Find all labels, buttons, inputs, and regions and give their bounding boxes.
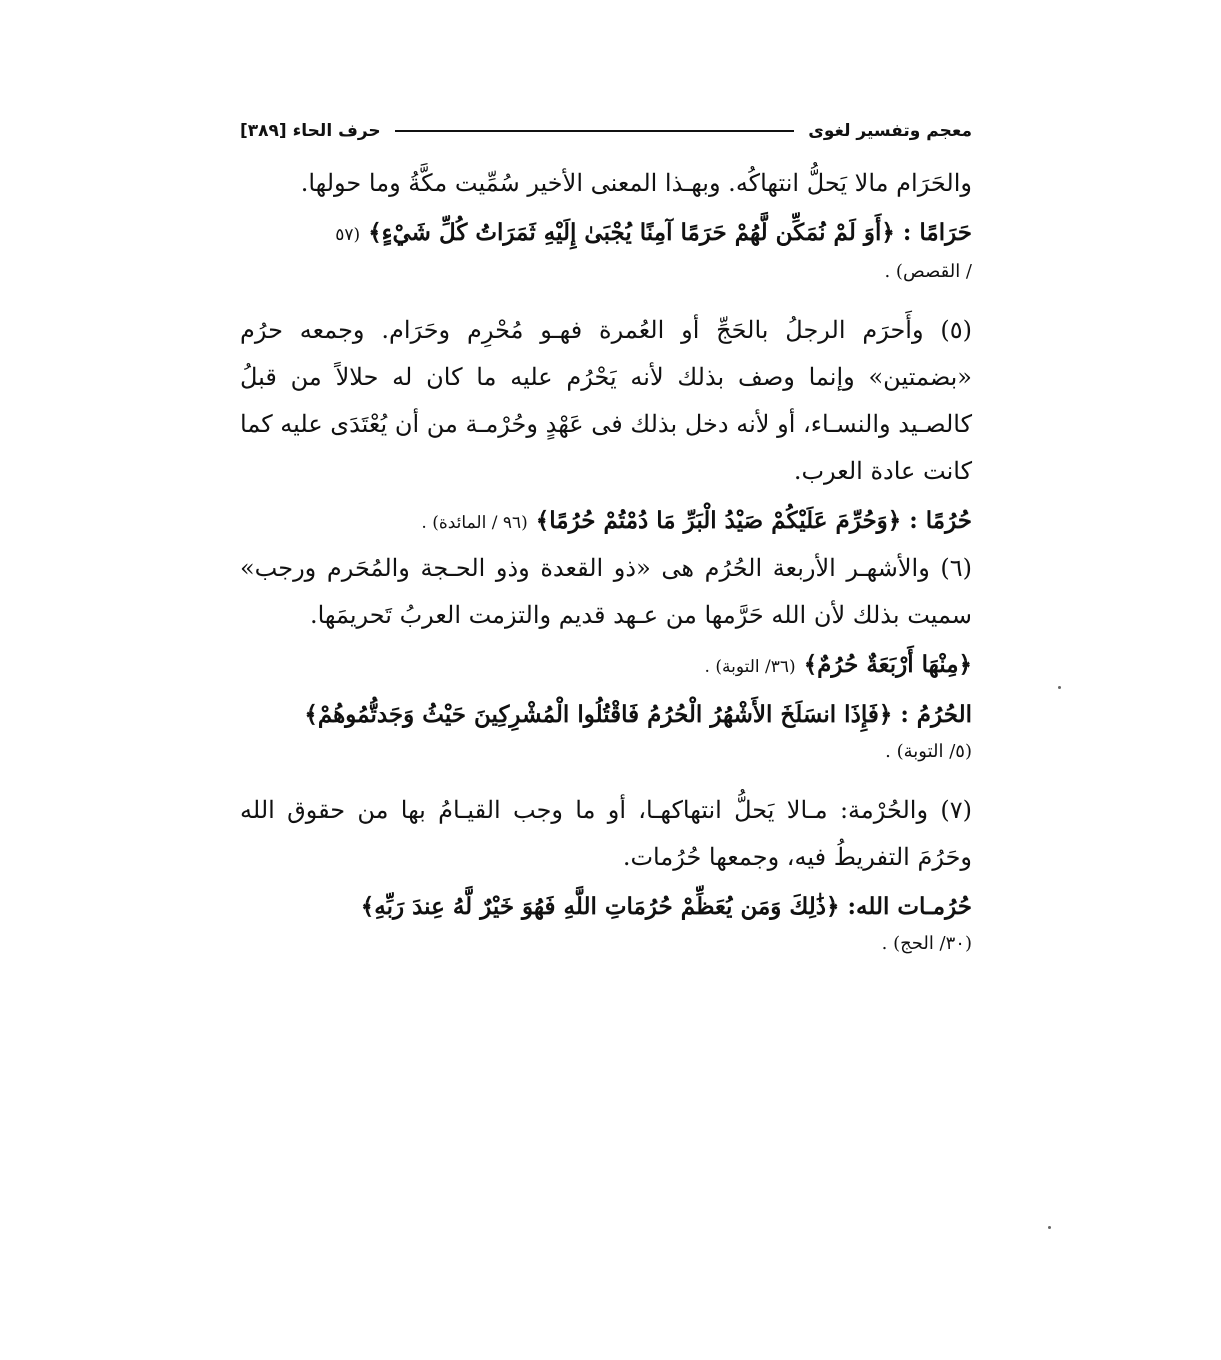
paragraph-ihram: (٥) وأَحرَم الرجلُ بالحَجِّ أو العُمرة فهـو مُحْرِم وحَرَام. وجمعه حرُم «بضمتين» وإنما وصف بذلك لأنه يَحْرُم عليه ما كان له حلالاً من قبلُ كالصـيد والنسـاء، أو لأنه دخل بذلك فى عَهْدٍ وحُرْمـة من أن يُعْتَدَى عليه كما كانت عادة العرب. xyxy=(240,316,972,485)
quote-hurumat-allah xyxy=(240,885,972,929)
scan-speck xyxy=(1058,686,1061,689)
verse-reference-line: / القصص) . xyxy=(884,261,972,282)
book-title: معجم وتفسير لغوى xyxy=(808,121,972,141)
page xyxy=(240,116,972,965)
quote-term: حُرُمـات الله: xyxy=(847,893,972,920)
verse-reference: (٩٦ / المائدة) . xyxy=(421,513,528,533)
quran-verse: ﴿أَوَ لَمْ نُمَكِّن لَّهُمْ حَرَمًا آمِنًا يُجْبَىٰ إِلَيْهِ ثَمَرَاتُ كُلِّ شَيْءٍ﴾ xyxy=(368,219,895,246)
verse-reference-line: (٥/ التوبة) . xyxy=(885,741,972,762)
verse-reference: (٣٦/ التوبة) . xyxy=(704,657,796,677)
verse-reference-line: (٣٠/ الحج) . xyxy=(881,933,972,954)
section-page-number: حرف الحاء [٣٨٩] xyxy=(240,121,381,141)
quran-verse: ﴿وَحُرِّمَ عَلَيْكُمْ صَيْدُ الْبَرِّ مَا دُمْتُمْ حُرُمًا﴾ xyxy=(535,507,902,534)
quote-term: الحُرُمُ : xyxy=(900,701,972,728)
quote-term: حَرَامًا : xyxy=(902,219,972,246)
scan-speck xyxy=(1048,1226,1051,1229)
quran-verse: ﴿فَإِذَا انسَلَخَ الأَشْهُرُ الْحُرُمُ فَاقْتُلُوا الْمُشْرِكِينَ حَيْثُ وَجَدتُّمُوهُمْ﴾ xyxy=(304,701,893,728)
quote-term: حُرُمًا : xyxy=(909,507,972,534)
paragraph-sacred-months: (٦) والأشهـر الأربعة الحُرُم هى «ذو القعدة وذو الحـجة والمُحَرم ورجب» سميت بذلك لأن الله حَرَّمها من عـهد قديم والتزمت العربُ تَحريمَها. xyxy=(240,554,972,629)
quote-hurum xyxy=(240,499,972,545)
quran-verse: ﴿مِنْهَا أَرْبَعَةٌ حُرُمٌ﴾ xyxy=(803,651,972,678)
verse-reference: (٥٧ xyxy=(335,225,361,245)
quote-arbaa-hurum xyxy=(240,643,972,689)
header-rule xyxy=(395,130,795,132)
quran-verse: ﴿ذَٰلِكَ وَمَن يُعَظِّمْ حُرُمَاتِ اللَّهِ فَهُوَ خَيْرٌ لَّهُ عِندَ رَبِّهِ﴾ xyxy=(360,893,840,920)
running-header xyxy=(240,116,972,146)
paragraph-haram-definition: والحَرَام مالا يَحلُّ انتهاكُه. وبهـذا المعنى الأخير سُمِّيت مكَّةُ وما حولها. xyxy=(300,169,972,197)
quote-al-hurum xyxy=(240,693,972,737)
paragraph-hurma: (٧) والحُرْمة: مـالا يَحلُّ انتهاكهـا، أو ما وجب القيـامُ بها من حقوق الله وحَرُمَ التفريطُ فيه، وجمعها حُرُمات. xyxy=(240,796,972,871)
quote-haraman xyxy=(240,211,972,257)
